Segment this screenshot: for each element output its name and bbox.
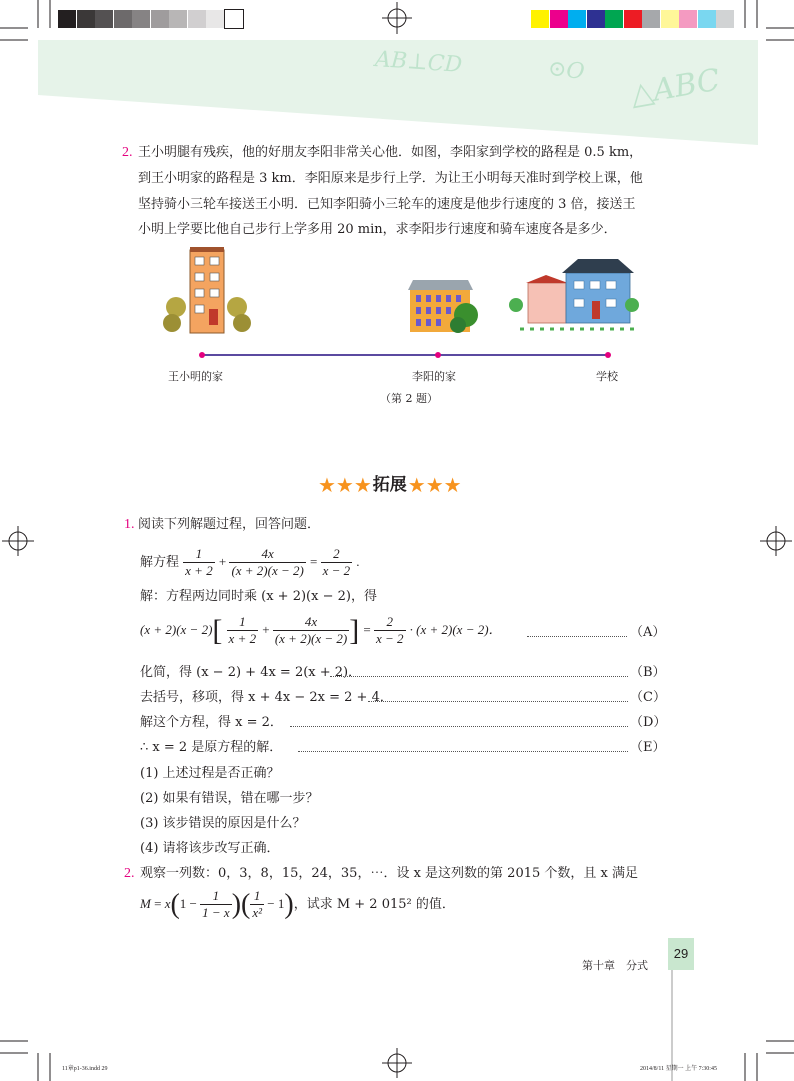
figure-caption: （第 2 题）	[380, 392, 438, 405]
label-li-home: 李阳的家	[412, 370, 456, 383]
deco-triangle: △ABC	[627, 62, 723, 113]
tag-d: （D）	[630, 715, 667, 730]
tag-c: （C）	[630, 690, 666, 705]
equation-prefix: 解方程	[140, 555, 180, 570]
section-title-text: 拓展	[372, 475, 407, 495]
problem-2-line-3: 坚持骑小三轮车接送王小明．已知李阳骑小三轮车的速度是他步行速度的 3 倍，接送王	[138, 197, 636, 212]
label-school: 学校	[596, 370, 618, 383]
label-wang-home: 王小明的家	[168, 370, 223, 383]
dots-b	[330, 676, 628, 677]
page-number: 29	[668, 938, 694, 970]
step-b-text: 化简，得 (x − 2) + 4x = 2(x + 2)．	[140, 665, 362, 680]
solution-line: 解：方程两边同时乘 (x + 2)(x − 2)，得	[140, 589, 377, 604]
ext-2-number: 2.	[124, 866, 135, 881]
route-figure	[150, 245, 650, 370]
li-home-illustration	[408, 280, 478, 333]
section-title	[318, 470, 462, 497]
ext-2-line-2-tail: ，试求 M + 2 015² 的值．	[293, 897, 455, 912]
dots-c	[368, 701, 628, 702]
ext-1-number: 1.	[124, 517, 135, 532]
problem-2-line-2: 到王小明家的路程是 3 km．李阳原来是步行上学．为让王小明每天准时到学校上课，他	[138, 171, 643, 186]
dots-d	[290, 726, 628, 727]
deco-perpendicular: AB⊥CD	[374, 46, 463, 79]
tag-e: （E）	[630, 740, 666, 755]
problem-2-line-4: 小明上学要比他自己步行上学多用 20 min，求李阳步行速度和骑车速度各是多少．	[138, 222, 617, 237]
frac-1: $\frac{1}{x + 2}$	[185, 546, 213, 578]
frac-2: $\frac{4x}{(x + 2)(x - 2)}$	[231, 546, 304, 578]
tag-b: （B）	[630, 665, 666, 680]
step-a-equation: (x + 2)(x − 2)[ $\frac{1}{x + 2}$ + $\frac{4x}{(x + 2)(x - 2)}$ ] = $\frac{2}{x - 2}$ · (x + 2)(x − 2)．	[140, 614, 502, 647]
chapter-label: 第十章 分式	[582, 959, 648, 972]
question-4: (4) 请将该步改写正确．	[140, 841, 280, 856]
problem-2-number: 2.	[122, 145, 133, 160]
step-d-text: 解这个方程，得 x = 2．	[140, 715, 283, 730]
frac-3: $\frac{2}{x - 2}$	[322, 546, 351, 578]
file-timestamp-right: 2014/8/11 星期一 上午 7:30:45	[640, 1066, 717, 1072]
dots-a	[527, 636, 627, 637]
question-3: (3) 该步错误的原因是什么？	[140, 816, 306, 831]
deco-circle: ⊙O	[546, 56, 586, 85]
file-name-left: 11章p1-36.indd 29	[62, 1066, 108, 1072]
dots-e	[298, 751, 628, 752]
step-e-text: ∴ x = 2 是原方程的解．	[140, 740, 283, 755]
ext-2-line-1: 观察一列数：0，3，8，15，24，35，⋯．设 x 是这列数的第 2015 个数，且 x 满足	[140, 866, 638, 881]
school-illustration	[509, 259, 639, 329]
ext-2-line-2: M = x(1 − $\frac{1}{1 - x}$ )( $\frac{1}{\text{x²}}$ − 1)，试求 M + 2 015² 的值．	[140, 888, 455, 920]
stars-right: ★★★	[407, 473, 462, 497]
equation-line: 解方程 $\frac{1}{x + 2}$ + $\frac{4x}{(x + 2)(x - 2)}$ = $\frac{2}{x - 2}$ .	[140, 546, 360, 578]
tag-a: （A）	[630, 625, 666, 640]
wang-home-illustration	[163, 247, 251, 333]
stars-left: ★★★	[318, 473, 372, 497]
problem-2-line-1: 王小明腿有残疾，他的好朋友李阳非常关心他．如图，李阳家到学校的路程是 0.5 km，	[138, 145, 643, 160]
step-c-text: 去括号，移项，得 x + 4x − 2x = 2 + 4．	[140, 690, 393, 705]
question-2: (2) 如果有错误，错在哪一步？	[140, 791, 319, 806]
question-1: (1) 上述过程是否正确？	[140, 766, 280, 781]
ext-1-intro: 阅读下列解题过程，回答问题．	[138, 517, 321, 532]
